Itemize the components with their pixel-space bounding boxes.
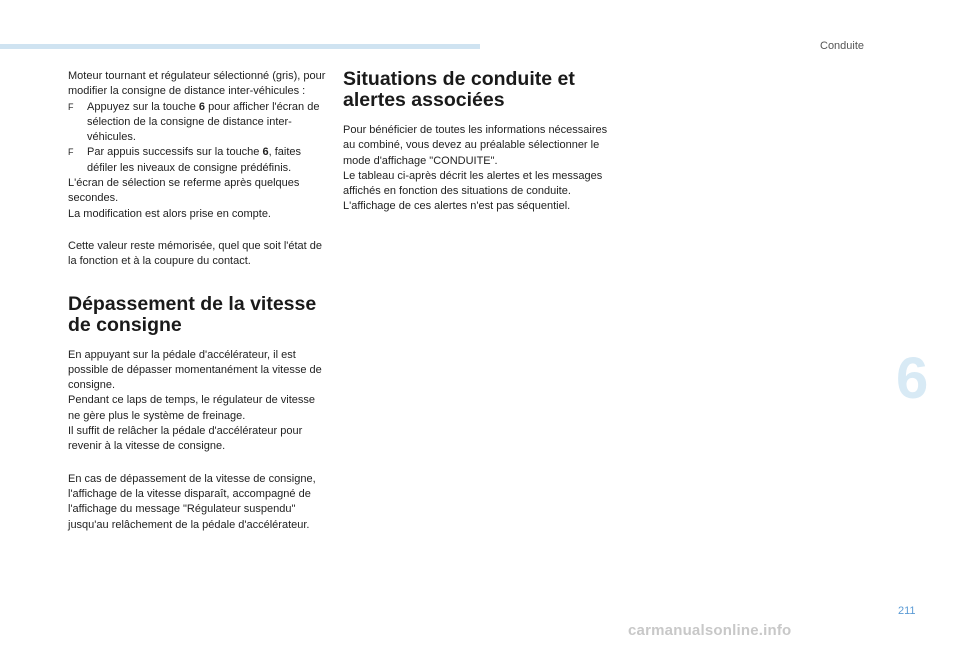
bullet-item	[68, 145, 330, 176]
right-column	[343, 69, 613, 215]
section-heading: Situations de conduite et alertes associées	[343, 68, 575, 111]
bullet-text: pour afficher l'écran de sélection de la consigne de distance inter-véhicules.	[87, 100, 320, 144]
bullet-item	[68, 100, 330, 146]
paragraph: Pour bénéficier de toutes les informations nécessaires au combiné, vous devez au préalable sélectionner le mode d'affichage "CONDUITE".	[343, 124, 608, 167]
key-number: 6	[262, 146, 269, 159]
watermark-logo: carmanualsonline.info	[628, 622, 792, 639]
section-title: Conduite	[820, 40, 865, 52]
section-heading: Dépassement de la vitesse de consigne	[68, 292, 317, 336]
paragraph: La modification est alors prise en compte.	[68, 207, 271, 220]
paragraph: Le tableau ci-après décrit les alertes et les messages affichés en fonction des situations de conduite.	[343, 169, 603, 198]
paragraph: Il suffit de relâcher la pédale d'accélérateur pour revenir à la vitesse de consigne.	[68, 425, 303, 453]
bullet-text: , faites défiler les niveaux de consigne prédéfinis.	[87, 146, 302, 174]
bullet-marker-icon: F	[68, 101, 74, 112]
bullet-marker-icon: F	[68, 147, 74, 158]
paragraph: L'affichage de ces alertes n'est pas séquentiel.	[343, 200, 571, 213]
page-number: 211	[898, 605, 916, 617]
key-number: 6	[198, 100, 206, 113]
memo-paragraph: Cette valeur reste mémorisée, quel que soit l'état de la fonction et à la coupure du contact.	[68, 239, 323, 268]
paragraph: En appuyant sur la pédale d'accélérateur, il est possible de dépasser momentanément la vitesse de consigne.	[68, 348, 322, 392]
bullet-text: Appuyez sur la touche	[87, 100, 199, 113]
left-column	[68, 69, 330, 533]
paragraph: Pendant ce laps de temps, le régulateur de vitesse ne gère plus le système de freinage.	[68, 394, 316, 422]
header-accent-bar	[0, 44, 480, 49]
intro-paragraph: Moteur tournant et régulateur sélectionné (gris), pour modifier la consigne de distance inter-véhicules :	[68, 70, 326, 98]
bullet-text: Par appuis successifs sur la touche	[87, 146, 263, 159]
paragraph: En cas de dépassement de la vitesse de consigne, l'affichage de la vitesse disparaît, accompagné de l'affichage du message "Régulateur suspendu" jusqu'au relâchement de la pédale d'accélérateur.	[68, 472, 316, 531]
paragraph: L'écran de sélection se referme après quelques secondes.	[68, 177, 300, 205]
chapter-number: 6	[896, 346, 929, 411]
